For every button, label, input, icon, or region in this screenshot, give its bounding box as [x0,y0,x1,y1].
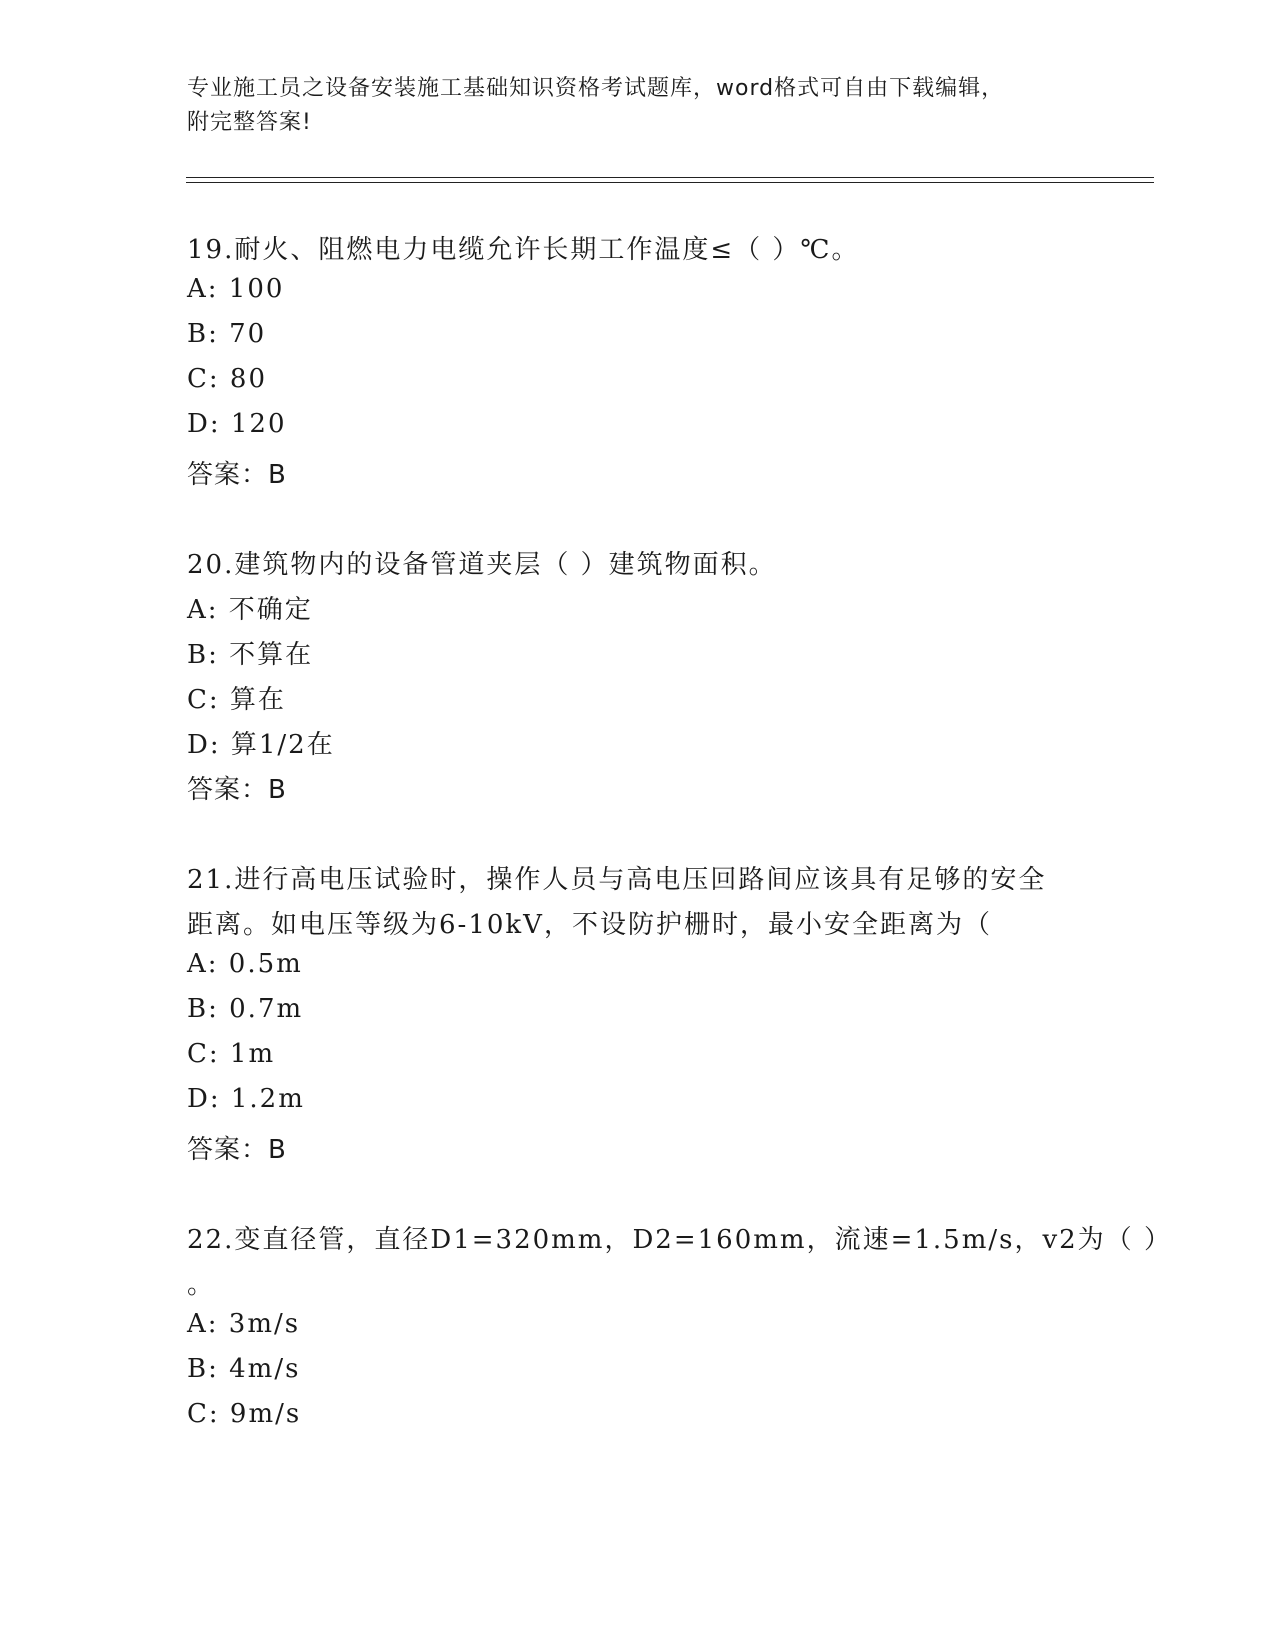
question-19-option-d: D: 120 [187,409,287,439]
question-21-answer: 答案：B [187,1135,287,1165]
question-21-stem-line-1: 21.进行高电压试验时，操作人员与高电压回路间应该具有足够的安全 [187,865,1047,895]
question-21-option-d: D: 1.2m [187,1084,305,1114]
question-21-option-b: B: 0.7m [187,994,304,1024]
question-19-answer: 答案：B [187,460,287,490]
header-line-2: 附完整答案! [187,110,312,135]
question-22-option-a: A: 3m/s [187,1309,301,1339]
question-20-answer: 答案：B [187,775,287,805]
question-21-option-c: C: 1m [187,1039,276,1069]
question-20-option-a: A: 不确定 [187,595,313,625]
question-21-stem-line-2: 距离。如电压等级为6-10kV，不设防护栅时，最小安全距离为（ [187,910,992,940]
question-22-stem-line-1: 22.变直径管，直径D1=320mm，D2=160mm，流速=1.5m/s，v2为（ ） [187,1225,1172,1255]
question-19-option-b: B: 70 [187,319,267,349]
question-19-option-a: A: 100 [187,274,285,304]
question-22-option-c: C: 9m/s [187,1399,302,1429]
question-20-option-d: D: 算1/2在 [187,730,335,760]
question-20-option-b: B: 不算在 [187,640,314,670]
header-line-1: 专业施工员之设备安装施工基础知识资格考试题库，word格式可自由下载编辑， [187,76,1005,101]
question-20-option-c: C: 算在 [187,685,286,715]
question-21-option-a: A: 0.5m [187,949,303,979]
question-22-stem-line-2: 。 [187,1270,216,1300]
header-divider-bottom [186,182,1154,183]
question-19-option-c: C: 80 [187,364,268,394]
question-20-stem: 20.建筑物内的设备管道夹层（ ）建筑物面积。 [187,550,777,580]
question-22-option-b: B: 4m/s [187,1354,301,1384]
document-header [187,72,1087,140]
header-divider-top [186,177,1154,178]
question-19-stem: 19.耐火、阻燃电力电缆允许长期工作温度≤（ ）℃。 [187,235,860,265]
